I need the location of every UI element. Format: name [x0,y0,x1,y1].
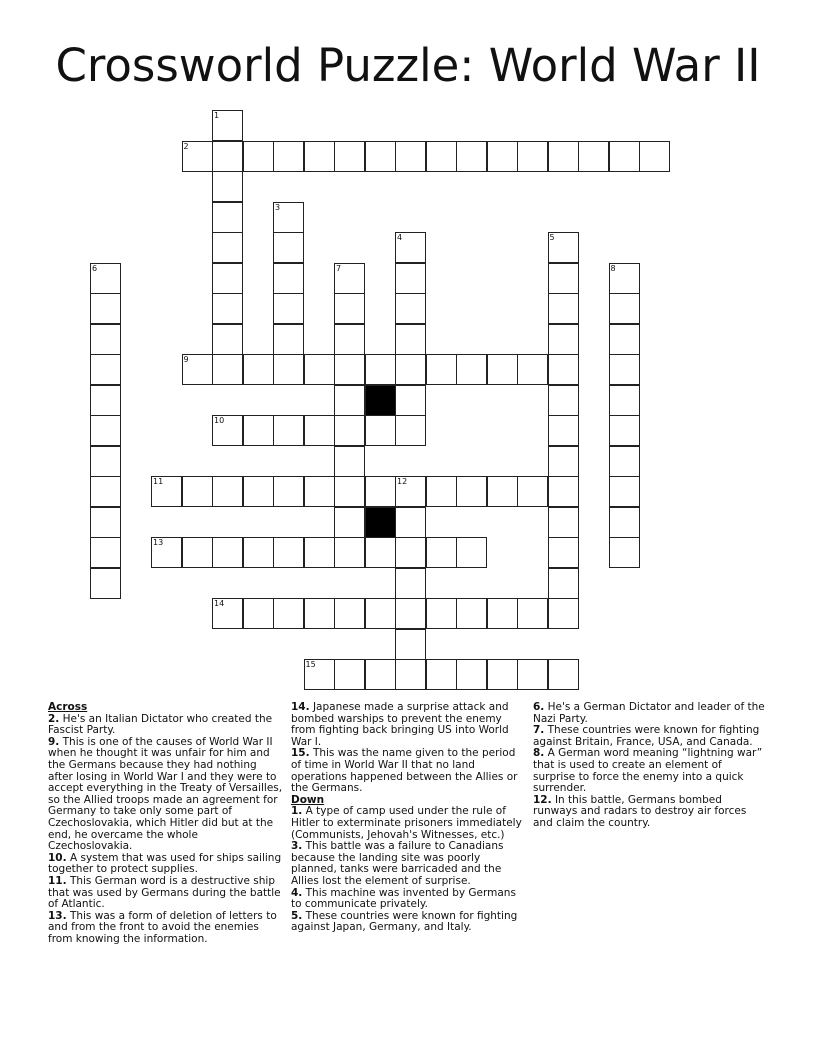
grid-cell[interactable] [395,415,426,446]
clue-item-number: 4. [291,886,303,899]
grid-cell[interactable] [365,415,396,446]
across-heading: Across [48,701,88,713]
grid-cell[interactable] [334,659,365,690]
clue-item-text: A German word meaning “lightning war” that is used to create an element of surprise to force the enemy into a quick surrender. [533,747,763,795]
grid-cell[interactable] [487,141,518,172]
clue-item-number: 15. [291,747,310,760]
grid-cell[interactable] [548,385,579,416]
grid-cell[interactable] [578,141,609,172]
clue-item [291,911,523,934]
grid-cell[interactable] [609,507,640,538]
grid-cell[interactable] [395,324,426,355]
grid-cell[interactable] [151,476,182,507]
grid-block [365,385,396,416]
grid-cell[interactable] [395,293,426,324]
grid-cell[interactable] [487,476,518,507]
clue-item-number: 7. [533,724,545,737]
grid-cell[interactable] [334,354,365,385]
grid-cell[interactable] [456,598,487,629]
grid-cell[interactable] [395,476,426,507]
grid-cell[interactable] [182,141,213,172]
grid-cell[interactable] [395,598,426,629]
clue-number: 5 [549,233,555,242]
grid-cell[interactable] [90,507,121,538]
clue-item [533,702,765,725]
grid-cell[interactable] [304,537,335,568]
grid-cell[interactable] [243,598,274,629]
grid-cell[interactable] [548,537,579,568]
grid-cell[interactable] [395,263,426,294]
clue-item-number: 8. [533,747,545,760]
grid-cell[interactable] [456,141,487,172]
clue-item-number: 5. [291,909,303,922]
grid-cell[interactable] [395,141,426,172]
clue-item-number: 9. [48,735,60,748]
grid-cell[interactable] [212,232,243,263]
grid-cell[interactable] [90,293,121,324]
grid-cell[interactable] [517,141,548,172]
grid-cell[interactable] [548,293,579,324]
grid-cell[interactable] [243,141,274,172]
grid-cell[interactable] [365,659,396,690]
clue-number: 6 [92,263,98,273]
grid-cell[interactable] [395,232,426,263]
grid-cell[interactable] [90,446,121,477]
grid-cell[interactable] [273,476,304,507]
grid-cell[interactable] [334,537,365,568]
grid-cell[interactable] [212,141,243,172]
clue-item-text: A system that was used for ships sailing together to protect supplies. [48,851,282,876]
grid-cell[interactable] [334,324,365,355]
clues-column-2 [291,702,523,934]
clue-number: 14 [214,599,225,608]
grid-cell[interactable] [609,415,640,446]
page-title: Crossworld Puzzle: World War II [55,39,761,92]
grid-cell[interactable] [212,293,243,324]
grid-cell[interactable] [548,141,579,172]
grid-cell[interactable] [548,598,579,629]
grid-cell[interactable] [426,598,457,629]
grid-cell[interactable] [365,141,396,172]
clue-item-number: 2. [48,712,60,725]
clue-item [291,888,523,911]
grid-cell[interactable] [426,354,457,385]
grid-cell[interactable] [243,415,274,446]
grid-cell[interactable] [487,659,518,690]
grid-cell[interactable] [609,293,640,324]
grid-cell[interactable] [212,598,243,629]
clue-number: 8 [610,263,616,273]
grid-cell[interactable] [456,659,487,690]
grid-cell[interactable] [639,141,670,172]
clue-number: 15 [305,660,316,669]
clue-item [48,911,284,946]
clue-number: 13 [153,538,164,547]
clue-item-text: He's a German Dictator and leader of the Nazi Party. [533,701,765,725]
grid-cell[interactable] [90,476,121,507]
grid-cell[interactable] [90,354,121,385]
grid-cell[interactable] [243,354,274,385]
clue-number: 9 [183,355,189,364]
grid-cell[interactable] [334,385,365,416]
grid-cell[interactable] [243,476,274,507]
clue-item-text: This machine was invented by Germans to communicate privately. [291,886,516,911]
grid-cell[interactable] [334,507,365,538]
grid-cell[interactable] [609,141,640,172]
grid-cell[interactable] [517,598,548,629]
clue-item [48,876,284,911]
clue-item [291,806,523,841]
clue-item [48,737,284,853]
clue-item-text: In this battle, Germans bombed runways and radars to destroy air forces and claim the country. [533,793,747,829]
grid-cell[interactable] [365,476,396,507]
clue-item-text: A type of camp used under the rule of Hitler to exterminate prisoners immediately (Communists, Jehovah's Witnesses, etc.) [291,805,522,841]
grid-cell[interactable] [273,232,304,263]
clue-item-number: 14. [291,701,310,713]
grid-cell[interactable] [517,659,548,690]
clue-item-text: He's an Italian Dictator who created the Fascist Party. [48,712,273,737]
clue-item-text: This was a form of deletion of letters to and from the front to avoid the enemies from knowing the information. [48,909,277,945]
clue-item-number: 10. [48,851,67,864]
down-heading: Down [291,793,325,806]
grid-cell[interactable] [548,476,579,507]
grid-cell[interactable] [212,263,243,294]
clue-item-number: 13. [48,909,67,922]
grid-cell[interactable] [609,324,640,355]
grid-cell[interactable] [182,476,213,507]
clue-number: 11 [153,477,164,486]
clue-item-text: This battle was a failure to Canadians because the landing site was poorly planned, tanks were barricaded and the Allies lost the element of surprise. [291,840,504,887]
clue-item-text: Japanese made a surprise attack and bombed warships to prevent the enemy from fighting back bringing US into World War I. [291,701,509,748]
grid-cell[interactable] [426,141,457,172]
grid-cell[interactable] [426,476,457,507]
grid-cell[interactable] [90,385,121,416]
clue-number: 10 [214,416,225,425]
grid-cell[interactable] [334,293,365,324]
grid-cell[interactable] [90,537,121,568]
grid-cell[interactable] [304,141,335,172]
clue-item-number: 11. [48,874,67,887]
grid-cell[interactable] [304,354,335,385]
grid-cell[interactable] [273,598,304,629]
clue-item-number: 1. [291,805,303,818]
grid-cell[interactable] [548,354,579,385]
clue-item [48,714,284,737]
grid-cell[interactable] [548,507,579,538]
grid-cell[interactable] [212,537,243,568]
grid-cell[interactable] [334,446,365,477]
grid-cell[interactable] [273,293,304,324]
grid-cell[interactable] [609,446,640,477]
grid-cell[interactable] [243,537,274,568]
grid-cell[interactable] [609,385,640,416]
clue-item-number: 12. [533,793,552,806]
clue-item-text: These countries were known for fighting against Britain, France, USA, and Canada. [533,724,760,748]
grid-cell[interactable] [90,568,121,599]
clue-item-text: This was the name given to the period of time in World War II that no land operations happened between the Allies or the Germans. [291,747,518,795]
clue-item-text: This is one of the causes of World War II when he thought it was unfair for him and the Germans because they had nothing after losing in World War I and they were to accept everything in the Treaty of Versailles, so the Allied troops made an agreement for Germany to take only some part of Czechoslovakia, which Hitler did but at the end, he overcame the whole Czechoslovakia. [48,735,283,853]
grid-cell[interactable] [365,354,396,385]
grid-cell[interactable] [548,232,579,263]
grid-cell[interactable] [212,415,243,446]
grid-cell[interactable] [212,354,243,385]
grid-cell[interactable] [395,629,426,660]
clue-number: 3 [275,202,281,212]
grid-cell[interactable] [548,415,579,446]
grid-cell[interactable] [212,110,243,141]
grid-cell[interactable] [273,537,304,568]
grid-cell[interactable] [365,598,396,629]
grid-cell[interactable] [395,537,426,568]
clues-column-3 [533,702,765,830]
clue-item [533,725,765,748]
grid-cell[interactable] [182,537,213,568]
grid-cell[interactable] [273,324,304,355]
clues-column-1 [48,702,284,945]
grid-cell[interactable] [212,171,243,202]
clue-number: 7 [336,263,342,273]
grid-cell[interactable] [334,263,365,294]
grid-cell[interactable] [273,415,304,446]
grid-cell[interactable] [151,537,182,568]
grid-cell[interactable] [334,141,365,172]
clue-item [48,853,284,876]
grid-cell[interactable] [304,659,335,690]
grid-cell[interactable] [395,507,426,538]
grid-cell[interactable] [395,354,426,385]
grid-cell[interactable] [273,141,304,172]
grid-cell[interactable] [304,476,335,507]
grid-cell[interactable] [426,537,457,568]
grid-cell[interactable] [304,598,335,629]
clue-item-number: 3. [291,840,303,853]
grid-cell[interactable] [548,659,579,690]
grid-cell[interactable] [334,598,365,629]
grid-cell[interactable] [273,354,304,385]
clue-item [533,795,765,830]
grid-cell[interactable] [395,385,426,416]
clue-item [291,841,523,887]
grid-cell[interactable] [90,324,121,355]
grid-cell[interactable] [548,446,579,477]
grid-cell[interactable] [517,354,548,385]
grid-cell[interactable] [548,568,579,599]
clue-number: 4 [397,233,403,242]
grid-cell[interactable] [487,354,518,385]
grid-cell[interactable] [609,263,640,294]
grid-cell[interactable] [456,537,487,568]
clue-item [533,748,765,794]
grid-cell[interactable] [517,476,548,507]
grid-cell[interactable] [426,659,457,690]
clue-number: 12 [397,477,408,486]
clue-number: 2 [183,141,189,151]
grid-cell[interactable] [90,415,121,446]
grid-cell[interactable] [304,415,335,446]
grid-cell[interactable] [609,354,640,385]
grid-cell[interactable] [212,476,243,507]
grid-cell[interactable] [334,476,365,507]
grid-cell[interactable] [365,537,396,568]
grid-cell[interactable] [609,476,640,507]
clue-item [291,702,523,748]
grid-cell[interactable] [609,537,640,568]
grid-cell[interactable] [182,354,213,385]
clue-item [291,748,523,794]
grid-cell[interactable] [212,202,243,233]
clue-item-text: This German word is a destructive ship that was used by Germans during the battle of Atlantic. [48,874,281,911]
clue-item-text: These countries were known for fighting against Japan, Germany, and Italy. [291,909,518,934]
grid-cell[interactable] [273,202,304,233]
grid-cell[interactable] [548,263,579,294]
grid-cell[interactable] [212,324,243,355]
grid-cell[interactable] [273,263,304,294]
grid-cell[interactable] [456,476,487,507]
grid-cell[interactable] [334,415,365,446]
clue-number: 1 [214,111,220,120]
clue-item-number: 6. [533,701,545,713]
grid-cell[interactable] [456,354,487,385]
grid-block [365,507,396,538]
grid-cell[interactable] [548,324,579,355]
grid-cell[interactable] [395,659,426,690]
grid-cell[interactable] [487,598,518,629]
grid-cell[interactable] [395,568,426,599]
grid-cell[interactable] [90,263,121,294]
